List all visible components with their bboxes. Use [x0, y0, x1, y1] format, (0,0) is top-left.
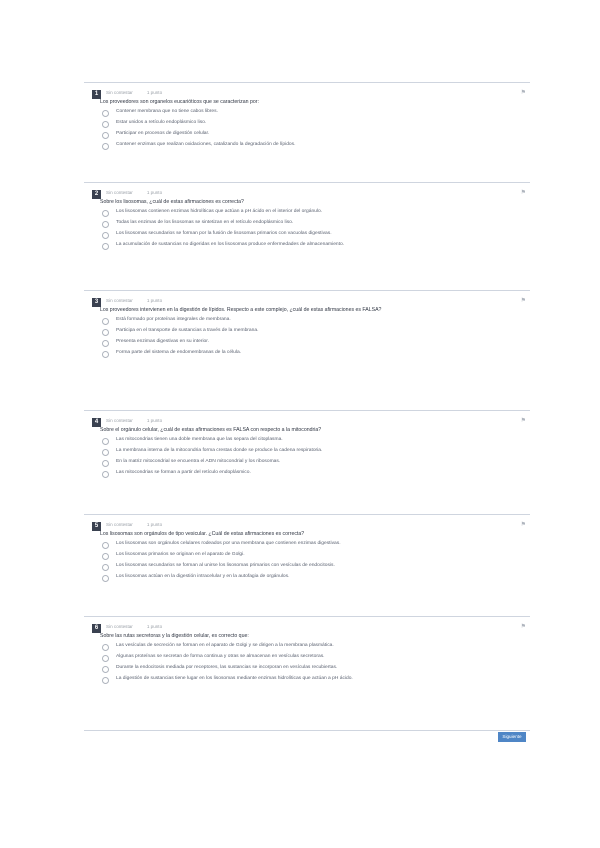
question-points: 1 punto: [146, 418, 163, 423]
radio-button[interactable]: [102, 351, 109, 358]
flag-icon[interactable]: ⚑: [520, 522, 526, 528]
radio-button[interactable]: [102, 232, 109, 239]
question-text: Los proveedores intervienen en la digestión de lípidos. Respecto a este complejo, ¿cuál de estas afirmaciones es FALSA?: [100, 307, 382, 313]
answer-option[interactable]: [102, 654, 524, 662]
question-points: 1 punto: [146, 190, 163, 195]
radio-button[interactable]: [102, 221, 109, 228]
answer-option[interactable]: [102, 142, 524, 150]
answer-option-text: Estar unidos a retículo endoplásmico liso.: [116, 120, 207, 126]
radio-button[interactable]: [102, 655, 109, 662]
question-text: Los lisosomas son orgánulos de tipo vesicular. ¿Cuál de estas afirmaciones es correcta?: [100, 531, 305, 537]
answer-option[interactable]: [102, 231, 524, 239]
flag-icon[interactable]: ⚑: [520, 90, 526, 96]
question-card: [84, 410, 530, 514]
answer-option[interactable]: [102, 665, 524, 673]
answer-option-text: Contener enzimas que realizan oxidaciones, catalizando la degradación de lípidos.: [116, 142, 296, 148]
answer-option-text: Forma parte del sistema de endomembranas de la célula.: [116, 350, 242, 356]
answer-option-text: Los lisosomas son orgánulos celulares rodeados por una membrana que contienen enzimas digestivas.: [116, 541, 341, 547]
answer-option[interactable]: [102, 120, 524, 128]
question-points: 1 punto: [146, 624, 163, 629]
answer-option[interactable]: [102, 109, 524, 117]
question-status: Sin contestar: [106, 190, 133, 195]
radio-button[interactable]: [102, 132, 109, 139]
answer-option[interactable]: [102, 339, 524, 347]
question-status: Sin contestar: [106, 298, 133, 303]
answer-option-text: La acumulación de sustancias no digeridas en los lisosomas produce enfermedades de almacenamiento.: [116, 242, 345, 248]
answer-option[interactable]: [102, 209, 524, 217]
question-number: 2: [92, 190, 101, 199]
question-text: Sobre el orgánulo celular, ¿cuál de estas afirmaciones es FALSA con respecto a la mitocondria?: [100, 427, 322, 433]
radio-button[interactable]: [102, 329, 109, 336]
radio-button[interactable]: [102, 575, 109, 582]
answer-option[interactable]: [102, 643, 524, 651]
answer-option-text: La digestión de sustancias tiene lugar en los lisosomas mediante enzimas hidrolíticas que actúan a pH ácido.: [116, 676, 353, 682]
question-number: 1: [92, 90, 101, 99]
flag-icon[interactable]: ⚑: [520, 624, 526, 630]
question-text: Los proveedores son organelos eucarióticos que se caracterizan por:: [100, 99, 259, 105]
question-text: Sobre las rutas secretoras y la digestión celular, es correcto que:: [100, 633, 249, 639]
answer-option[interactable]: [102, 459, 524, 467]
answer-option[interactable]: [102, 317, 524, 325]
answer-option-text: Las vesículas de secreción se forman en el aparato de Golgi y se dirigen a la membrana plasmática.: [116, 643, 334, 649]
question-status: Sin contestar: [106, 624, 133, 629]
radio-button[interactable]: [102, 644, 109, 651]
answer-option-text: Los lisosomas secundarios se forman al unirse los lisosomas primarios con vesículas de endocitosis.: [116, 563, 335, 569]
question-status: Sin contestar: [106, 418, 133, 423]
question-card: [84, 82, 530, 182]
question-points: 1 punto: [146, 522, 163, 527]
radio-button[interactable]: [102, 143, 109, 150]
radio-button[interactable]: [102, 340, 109, 347]
radio-button[interactable]: [102, 542, 109, 549]
answer-option-text: La membrana interna de la mitocondria forma crestas donde se produce la cadena respiratoria.: [116, 448, 323, 454]
radio-button[interactable]: [102, 243, 109, 250]
question-card: [84, 290, 530, 410]
question-number: 6: [92, 624, 101, 633]
answer-option-text: Participar en procesos de digestión celular.: [116, 131, 210, 137]
answer-option-text: Durante la endocitosis mediada por receptores, las sustancias se incorporan en vesículas recubiertas.: [116, 665, 338, 671]
radio-button[interactable]: [102, 449, 109, 456]
answer-option[interactable]: [102, 131, 524, 139]
question-points: 1 punto: [146, 298, 163, 303]
answer-option[interactable]: [102, 470, 524, 478]
answer-option-text: Algunas proteínas se secretan de forma continua y otras se almacenan en vesículas secretoras.: [116, 654, 325, 660]
answer-option[interactable]: [102, 437, 524, 445]
question-card: [84, 514, 530, 616]
answer-option[interactable]: [102, 328, 524, 336]
answer-option-text: Está formado por proteínas integrales de membrana.: [116, 317, 231, 323]
question-points: 1 punto: [146, 90, 163, 95]
flag-icon[interactable]: ⚑: [520, 190, 526, 196]
answer-option[interactable]: [102, 563, 524, 571]
radio-button[interactable]: [102, 666, 109, 673]
answer-option-text: Todas las enzimas de los lisosomas se sintetizan en el retículo endoplásmico liso.: [116, 220, 294, 226]
radio-button[interactable]: [102, 318, 109, 325]
next-page-button[interactable]: Siguiente: [498, 732, 526, 742]
radio-button[interactable]: [102, 553, 109, 560]
answer-option-text: Los lisosomas primarios se originan en el aparato de Golgi.: [116, 552, 245, 558]
answer-option-text: Contener membrana que no tiene cabos libres.: [116, 109, 218, 115]
quiz-page: [84, 82, 530, 741]
radio-button[interactable]: [102, 471, 109, 478]
answer-option[interactable]: [102, 574, 524, 582]
flag-icon[interactable]: ⚑: [520, 298, 526, 304]
answer-option[interactable]: [102, 242, 524, 250]
radio-button[interactable]: [102, 677, 109, 684]
question-meta: [106, 296, 524, 304]
radio-button[interactable]: [102, 121, 109, 128]
question-meta: [106, 416, 524, 424]
answer-option-text: Las mitocondrias se forman a partir del retículo endoplásmico.: [116, 470, 251, 476]
answer-option-text: Los lisosomas actúan en la digestión intracelular y en la autofagia de orgánulos.: [116, 574, 290, 580]
answer-option-text: Las mitocondrias tienen una doble membrana que las separa del citoplasma.: [116, 437, 283, 443]
radio-button[interactable]: [102, 564, 109, 571]
questions-list: [84, 82, 530, 726]
answer-option-text: Los lisosomas contienen enzimas hidrolíticas que actúan a pH ácido en el interior del orgánulo.: [116, 209, 323, 215]
answer-option-text: Los lisosomas secundarios se forman por la fusión de lisosomas primarios con vacuolas digestivas.: [116, 231, 332, 237]
question-meta: [106, 188, 524, 196]
answer-option[interactable]: [102, 552, 524, 560]
radio-button[interactable]: [102, 210, 109, 217]
answer-option[interactable]: [102, 676, 524, 684]
radio-button[interactable]: [102, 460, 109, 467]
question-number: 4: [92, 418, 101, 427]
answer-option[interactable]: [102, 448, 524, 456]
radio-button[interactable]: [102, 438, 109, 445]
question-number: 5: [92, 522, 101, 531]
question-text: Sobre los lisosomas, ¿cuál de estas afirmaciones es correcta?: [100, 199, 244, 205]
answer-option[interactable]: [102, 541, 524, 549]
quiz-footer: [84, 730, 530, 741]
answer-option-text: En la matriz mitocondrial se encuentra el ADN mitocondrial y los ribosomas.: [116, 459, 281, 465]
answer-option-text: Presenta enzimas digestivas en su interior.: [116, 339, 209, 345]
flag-icon[interactable]: ⚑: [520, 418, 526, 424]
question-card: [84, 616, 530, 726]
answer-option[interactable]: [102, 220, 524, 228]
answer-option-text: Participa en el transporte de sustancias a través de la membrana.: [116, 328, 259, 334]
answer-option[interactable]: [102, 350, 524, 358]
question-status: Sin contestar: [106, 90, 133, 95]
question-meta: [106, 622, 524, 630]
question-meta: [106, 88, 524, 96]
radio-button[interactable]: [102, 110, 109, 117]
question-number: 3: [92, 298, 101, 307]
question-status: Sin contestar: [106, 522, 133, 527]
question-meta: [106, 520, 524, 528]
question-card: [84, 182, 530, 290]
